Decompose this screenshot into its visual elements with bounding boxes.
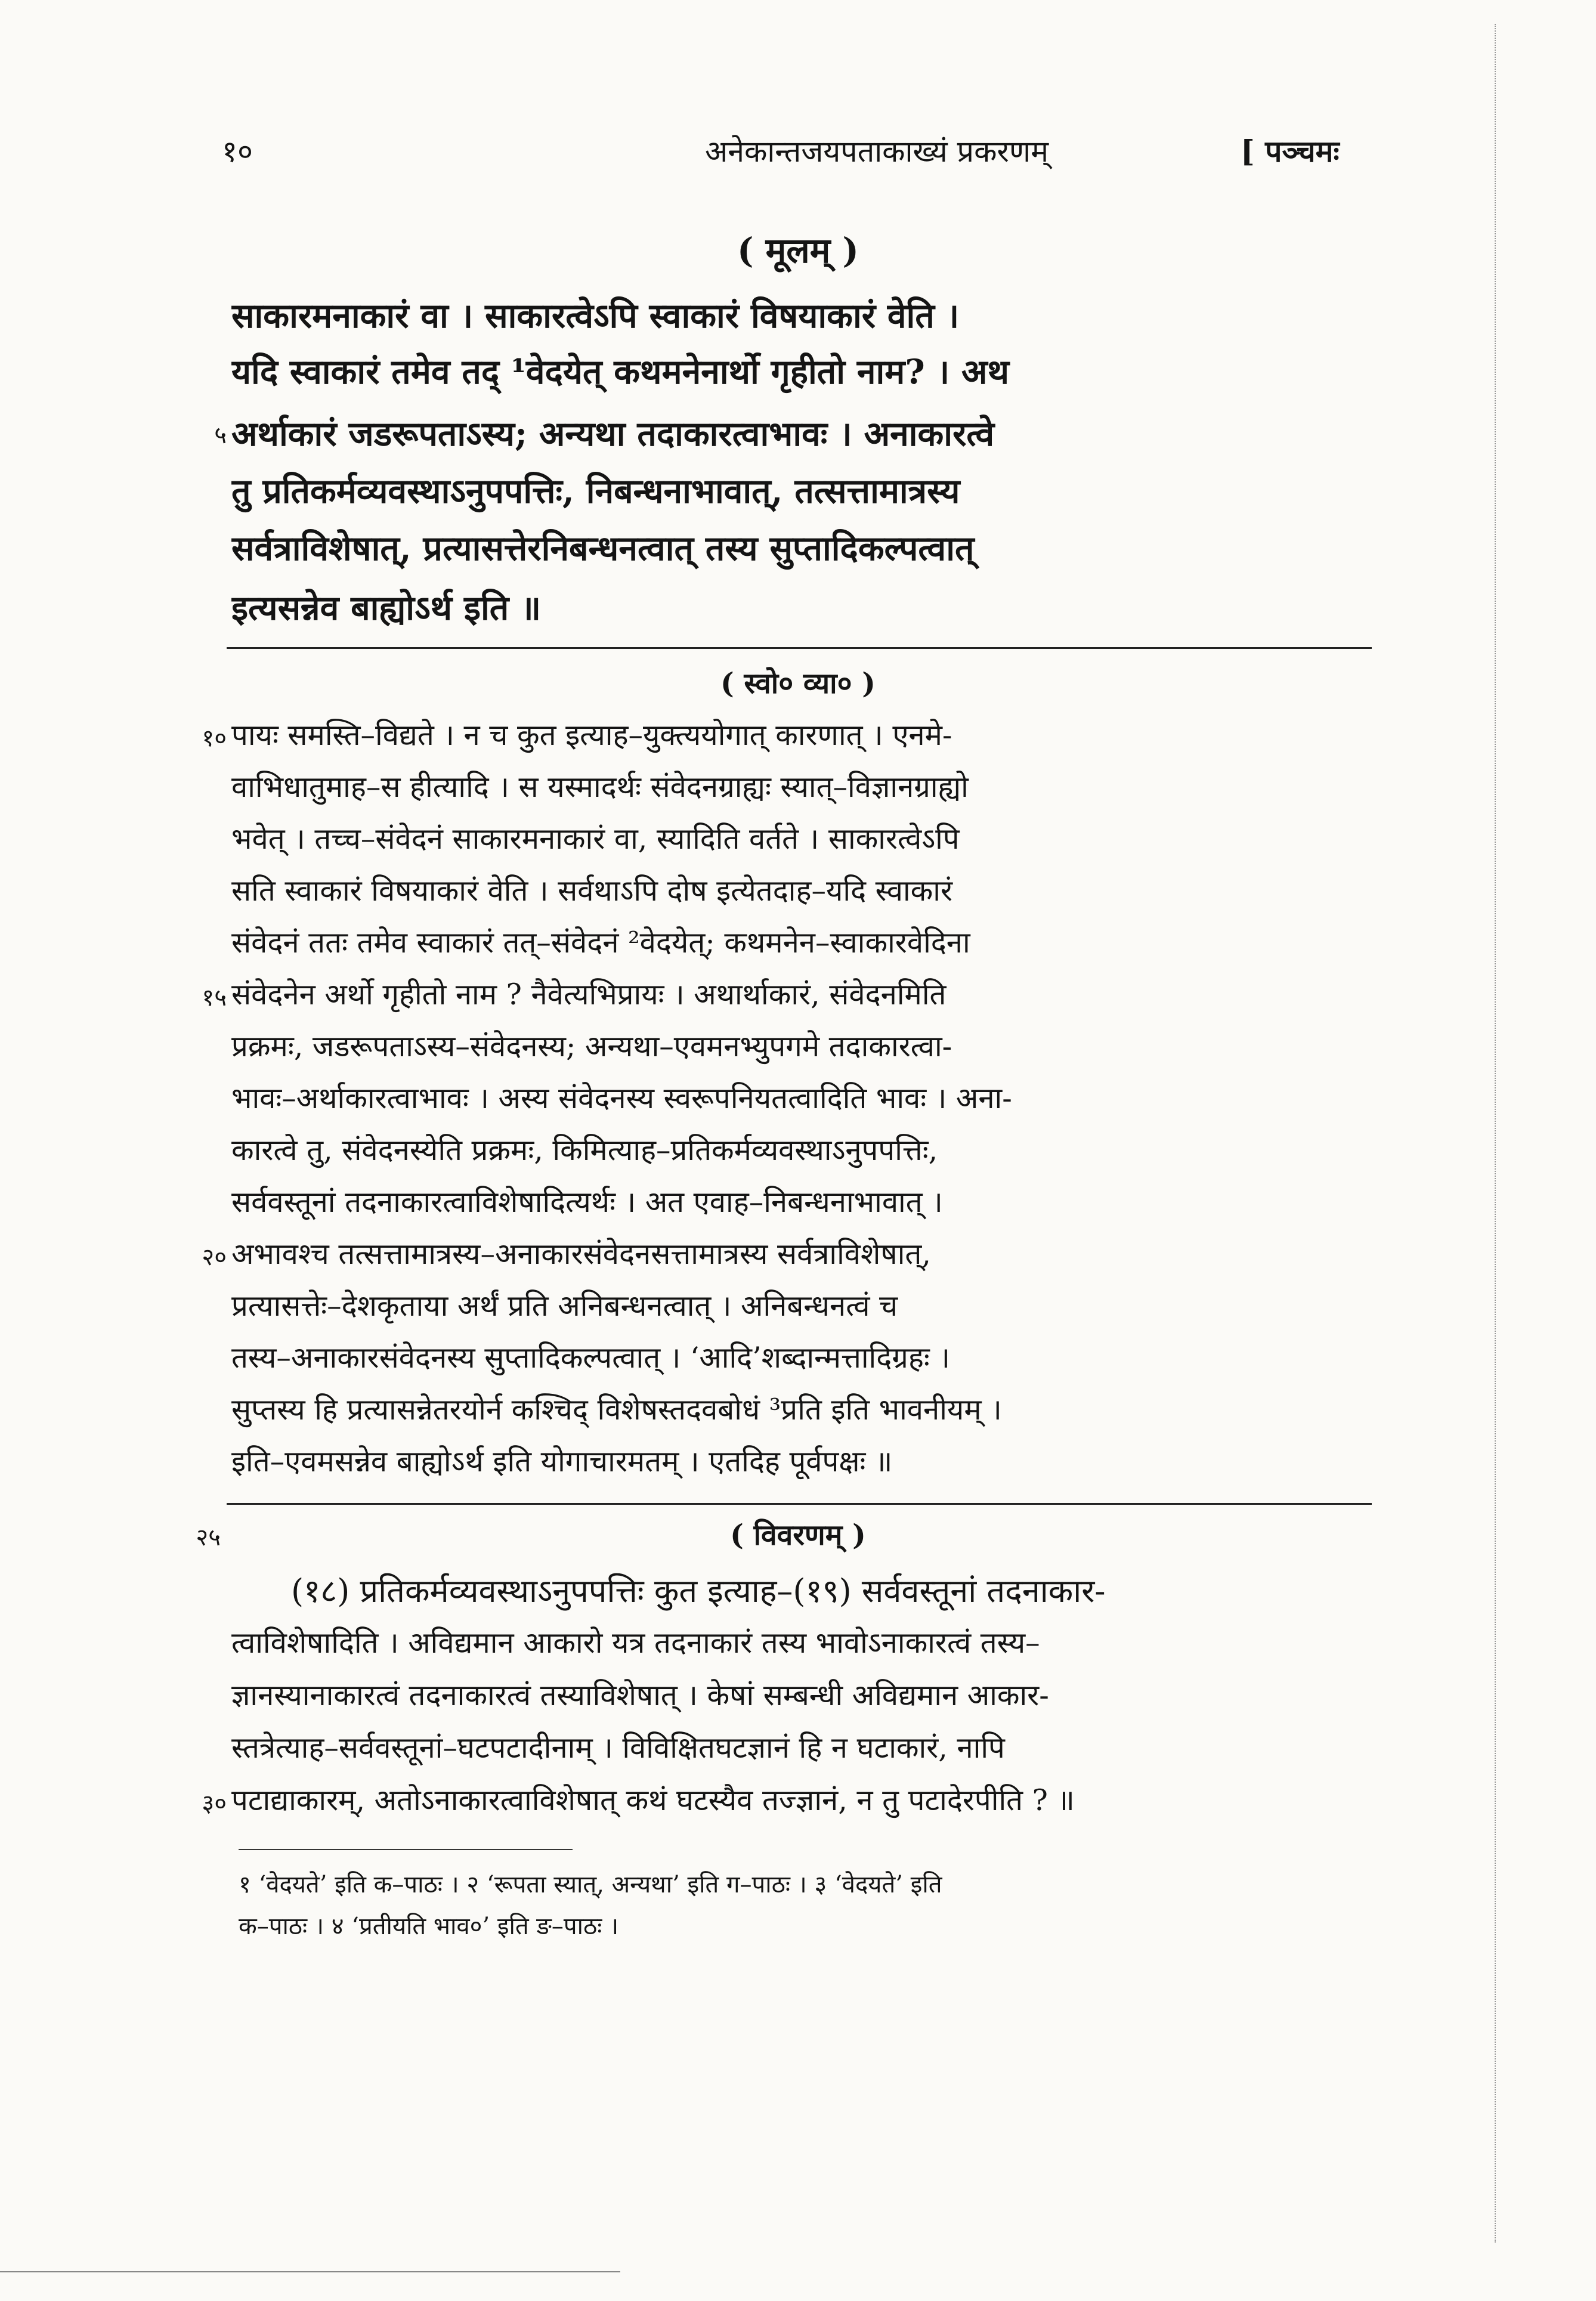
vivarana-line: (१८) प्रतिकर्मव्यवस्थाऽनुपपत्तिः कुत इत्याह–(१९) सर्ववस्तूनां तदनाकार- [291,1572,1106,1610]
line-number: १० [202,725,227,752]
commentary-line: अभावश्च तत्सत्तामात्रस्य–अनाकारसंवेदनसत्तामात्रस्य सर्वत्राविशेषात्, [231,1237,931,1271]
commentary-line: पायः समस्ति–विद्यते । न च कुत इत्याह–युक्त्ययोगात् कारणात् । एनमे- [231,718,952,752]
vivarana-line: पटाद्याकारम्, अतोऽनाकारत्वाविशेषात् कथं घटस्यैव तज्ज्ञानं, न तु पटादेरपीति ? ॥ [231,1783,1075,1817]
scan-edge-line [1495,24,1496,2243]
section-divider [227,647,1372,649]
line-number: ३० [202,1790,227,1817]
page-number: १० [222,134,253,169]
section-divider [227,1503,1372,1505]
mula-line: अर्थाकारं जडरूपताऽस्य; अन्यथा तदाकारत्वाभावः । अनाकारत्वे [231,414,995,454]
commentary-heading: ( स्वो० व्या० ) [720,667,876,700]
mula-line: इत्यसन्नेव बाह्योऽर्थ इति ॥ [231,588,542,628]
commentary-line: भवेत् । तच्च–संवेदनं साकारमनाकारं वा, स्यादिति वर्तते । साकारत्वेऽपि [231,822,960,856]
vivarana-line: त्वाविशेषादिति । अविद्यमान आकारो यत्र तदनाकारं तस्य भावोऽनाकारत्वं तस्य– [231,1626,1040,1660]
scan-bottom-line [0,2271,620,2272]
section-label: [ पञ्चमः [1241,134,1340,169]
commentary-line: भावः–अर्थाकारत्वाभावः । अस्य संवेदनस्य स्वरूपनियतत्वादिति भावः । अना- [231,1081,1012,1115]
footnote-divider [239,1849,573,1850]
mula-line: यदि स्वाकारं तमेव तद् ¹वेदयेत् कथमनेनार्थो गृहीतो नाम? । अथ [231,352,1010,392]
footnote-line: १ ‘वेदयते’ इति क–पाठः । २ ‘रूपता स्यात्, अन्यथा’ इति ग–पाठः । ३ ‘वेदयते’ इति [239,1871,942,1898]
mula-line: सर्वत्राविशेषात्, प्रत्यासत्तेरनिबन्धनत्वात् तस्य सुप्तादिकल्पत्वात् [231,528,975,568]
commentary-line: इति–एवमसन्नेव बाह्योऽर्थ इति योगाचारमतम् । एतदिह पूर्वपक्षः ॥ [231,1445,893,1479]
vivarana-heading: ( विवरणम् ) [730,1518,866,1552]
commentary-line: सर्ववस्तूनां तदनाकारत्वाविशेषादित्यर्थः । अत एवाह–निबन्धनाभावात् । [231,1185,943,1219]
commentary-line: संवेदनेन अर्थो गृहीतो नाम ? नैवेत्यभिप्रायः । अथार्थाकारं, संवेदनमिति [231,978,947,1012]
footnote-line: क–पाठः । ४ ‘प्रतीयति भाव०’ इति ङ–पाठः । [239,1913,619,1940]
commentary-line: कारत्वे तु, संवेदनस्येति प्रक्रमः, किमित्याह–प्रतिकर्मव्यवस्थाऽनुपपत्तिः, [231,1133,938,1167]
vivarana-line: स्तत्रेत्याह–सर्ववस्तूनां–घटपटादीनाम् । विविक्षितघटज्ञानं हि न घटाकारं, नापि [231,1731,1005,1765]
mula-heading: ( मूलम् ) [737,230,859,271]
line-number: ५ [214,422,227,449]
line-number: २५ [196,1524,221,1551]
line-number: १५ [202,984,227,1012]
commentary-line: संवेदनं ततः तमेव स्वाकारं तत्–संवेदनं ²वेदयेत्; कथमनेन–स्वाकारवेदिना [231,926,970,960]
line-number: २० [202,1244,227,1271]
commentary-line: सति स्वाकारं विषयाकारं वेति । सर्वथाऽपि दोष इत्येतदाह–यदि स्वाकारं [231,874,953,908]
commentary-line: वाभिधातुमाह–स हीत्यादि । स यस्मादर्थः संवेदनग्राह्यः स्यात्–विज्ञानग्राह्यो [231,770,969,804]
commentary-line: सुप्तस्य हि प्रत्यासन्नेतरयोर्न कश्चिद् विशेषस्तदवबोधं ³प्रति इति भावनीयम् । [231,1393,1002,1427]
running-title: अनेकान्तजयपताकाख्यं प्रकरणम् [705,134,1048,169]
commentary-line: तस्य–अनाकारसंवेदनस्य सुप्तादिकल्पत्वात् । ‘आदि’शब्दान्मत्तादिग्रहः । [231,1341,950,1375]
mula-line: साकारमनाकारं वा । साकारत्वेऽपि स्वाकारं विषयाकारं वेति । [231,296,960,336]
commentary-line: प्रत्यासत्तेः–देशकृताया अर्थं प्रति अनिबन्धनत्वात् । अनिबन्धनत्वं च [231,1289,898,1323]
commentary-line: प्रक्रमः, जडरूपताऽस्य–संवेदनस्य; अन्यथा–एवमनभ्युपगमे तदाकारत्वा- [231,1029,952,1063]
vivarana-line: ज्ञानस्यानाकारत्वं तदनाकारत्वं तस्याविशेषात् । केषां सम्बन्धी अविद्यमान आकार- [231,1678,1049,1712]
mula-line: तु प्रतिकर्मव्यवस्थाऽनुपपत्तिः, निबन्धनाभावात्, तत्सत्तामात्रस्य [231,471,960,511]
